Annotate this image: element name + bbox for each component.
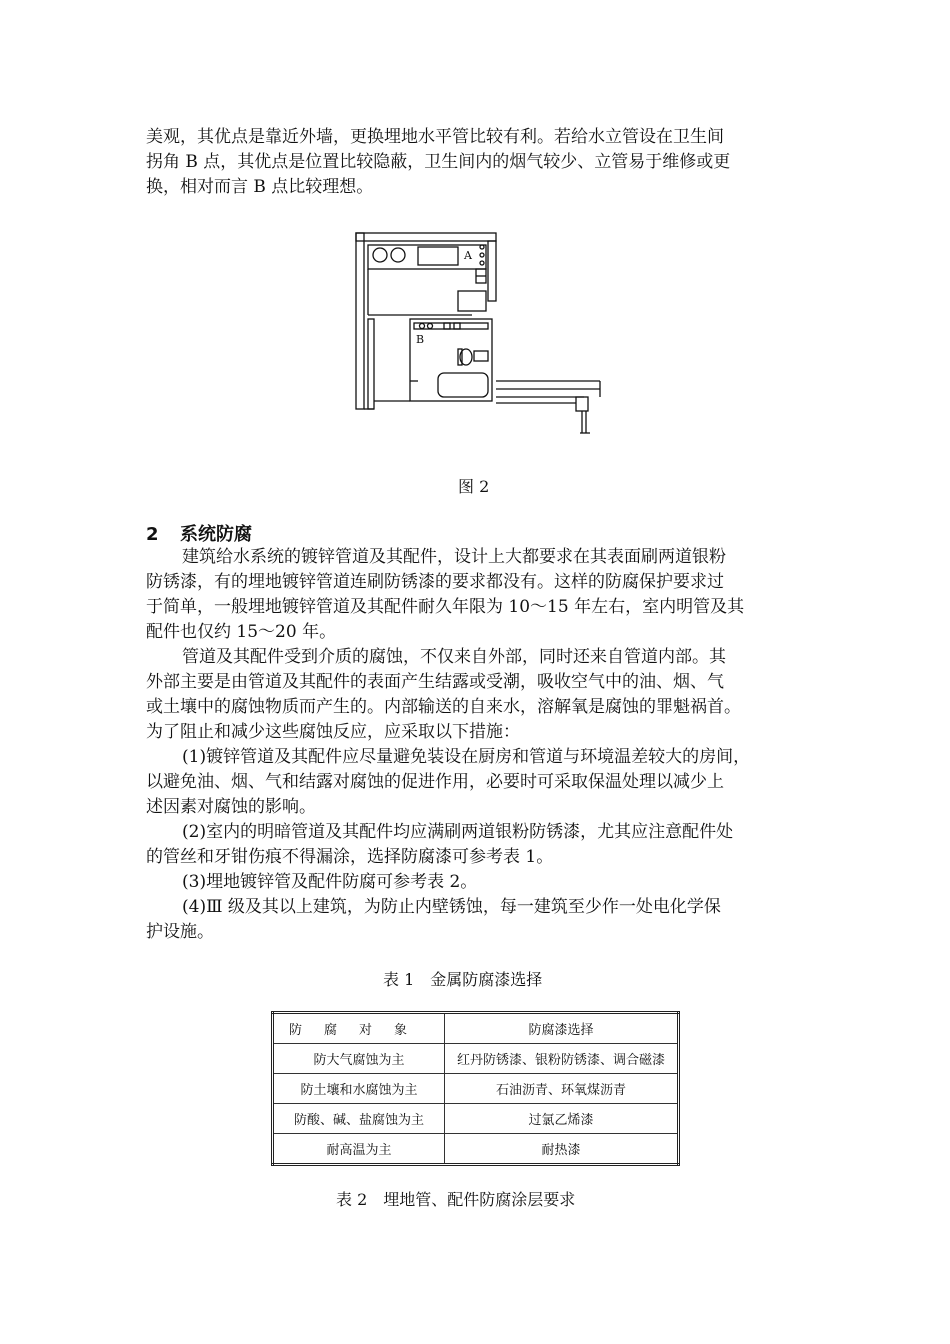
- table-cell: 耐热漆: [445, 1134, 679, 1165]
- text-line: (2)室内的明暗管道及其配件均应满刷两道银粉防锈漆，尤其应注意配件处: [182, 822, 734, 842]
- text-line: 拐角 B 点，其优点是位置比较隐蔽，卫生间内的烟气较少、立管易于维修或更: [146, 152, 731, 172]
- label-a: A: [464, 249, 472, 262]
- list-item: [146, 895, 806, 945]
- section-heading: [146, 520, 252, 546]
- table-cell: 过氯乙烯漆: [445, 1104, 679, 1134]
- text-line: 美观，其优点是靠近外墙，更换埋地水平管比较有利。若给水立管设在卫生间: [146, 127, 724, 147]
- table-header-row: [273, 1013, 679, 1044]
- section-number: 2: [146, 524, 159, 545]
- body-paragraph: [146, 645, 806, 745]
- text-line: (1)镀锌管道及其配件应尽量避免装设在厨房和管道与环境温差较大的房间，: [182, 747, 751, 767]
- table-row: [273, 1134, 679, 1165]
- text-line: 为了阻止和减少这些腐蚀反应，应采取以下措施：: [146, 722, 520, 742]
- text-line: 配件也仅约 15～20 年。: [146, 622, 337, 642]
- table-cell: 防土壤和水腐蚀为主: [273, 1074, 445, 1104]
- table-cell: 防大气腐蚀为主: [273, 1044, 445, 1074]
- text-line: 于简单，一般埋地镀锌管道及其配件耐久年限为 10～15 年左右，室内明管及其: [146, 597, 745, 617]
- table-cell: 石油沥青、环氧煤沥青: [445, 1074, 679, 1104]
- anticorrosion-paint-table: [271, 1011, 680, 1166]
- figure-caption: 图 2: [458, 477, 490, 496]
- text-line: (4)Ⅲ 级及其以上建筑，为防止内壁锈蚀，每一建筑至少作一处电化学保: [182, 897, 721, 917]
- table1-caption: 表 1 金属防腐漆选择: [383, 970, 543, 989]
- label-b: B: [416, 333, 425, 346]
- text-line: (3)埋地镀锌管及配件防腐可参考表 2。: [182, 872, 478, 892]
- list-item: [146, 870, 806, 895]
- table-cell: 防酸、碱、盐腐蚀为主: [273, 1104, 445, 1134]
- text-line: 换，相对而言 B 点比较理想。: [146, 177, 374, 197]
- table-row: [273, 1104, 679, 1134]
- body-paragraph: [146, 545, 806, 645]
- table-row: [273, 1074, 679, 1104]
- floor-plan-figure: [354, 231, 606, 437]
- table-cell: 耐高温为主: [273, 1134, 445, 1165]
- table2-caption: 表 2 埋地管、配件防腐涂层要求: [336, 1190, 576, 1209]
- text-line: 的管丝和牙钳伤痕不得漏涂，选择防腐漆可参考表 1。: [146, 847, 554, 867]
- text-line: 防锈漆，有的埋地镀锌管道连刷防锈漆的要求都没有。这样的防腐保护要求过: [146, 572, 724, 592]
- text-line: 建筑给水系统的镀锌管道及其配件，设计上大都要求在其表面刷两道银粉: [182, 547, 726, 567]
- text-line: 外部主要是由管道及其配件的表面产生结露或受潮，吸收空气中的油、烟、气: [146, 672, 724, 692]
- section-title: 系统防腐: [180, 524, 252, 545]
- list-item: [146, 745, 806, 820]
- table-header-cell: 防腐对象: [273, 1013, 445, 1044]
- text-line: 管道及其配件受到介质的腐蚀，不仅来自外部，同时还来自管道内部。其: [182, 647, 726, 667]
- text-line: 以避免油、烟、气和结露对腐蚀的促进作用，必要时可采取保温处理以减少上: [146, 772, 724, 792]
- text-line: 护设施。: [146, 922, 214, 942]
- text-line: 或土壤中的腐蚀物质而产生的。内部输送的自来水，溶解氧是腐蚀的罪魁祸首。: [146, 697, 741, 717]
- table-row: [273, 1044, 679, 1074]
- list-item: [146, 820, 806, 870]
- intro-paragraph: [146, 125, 806, 200]
- text-line: 述因素对腐蚀的影响。: [146, 797, 316, 817]
- table-header-cell: 防腐漆选择: [445, 1013, 679, 1044]
- table-cell: 红丹防锈漆、银粉防锈漆、调合磁漆: [445, 1044, 679, 1074]
